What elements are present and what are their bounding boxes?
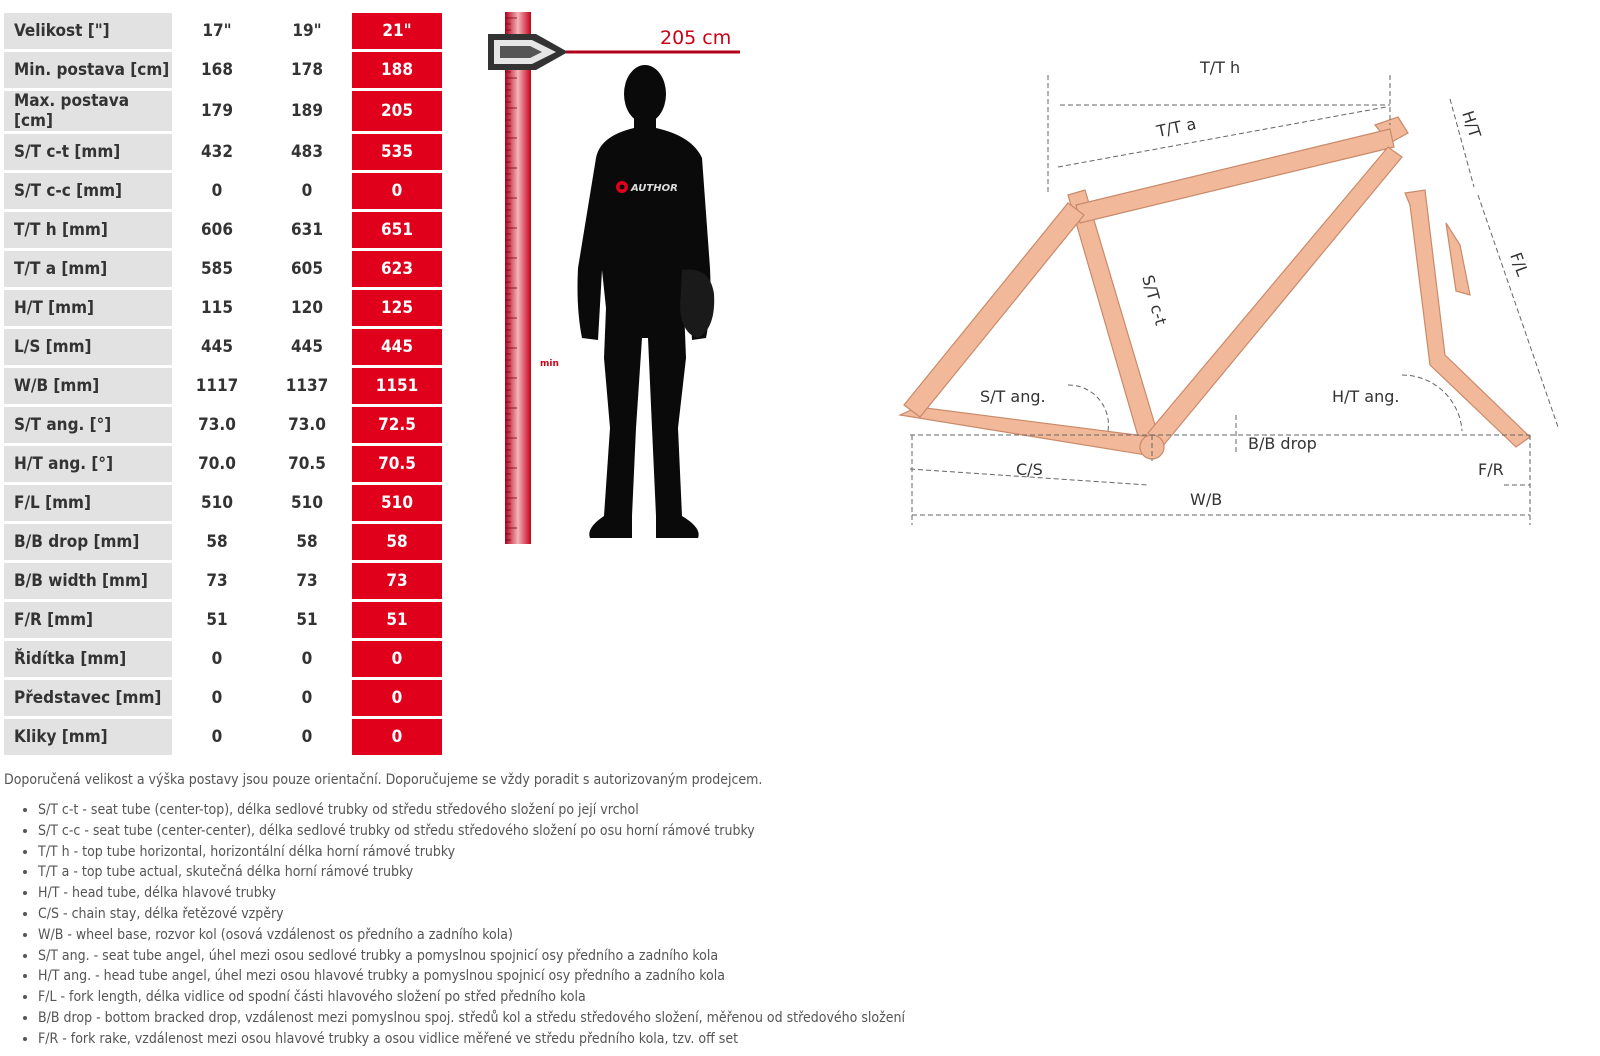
value-cell-highlighted: 188 (352, 52, 442, 88)
value-cell: 606 (201, 220, 233, 240)
table-row (4, 485, 442, 521)
value-cell: 0 (211, 727, 223, 747)
value-cell: 510 (291, 493, 323, 513)
tt-a-label: T/T a (1154, 114, 1198, 141)
table-row (4, 134, 442, 170)
table-row (4, 290, 442, 326)
height-label: 205 cm (660, 27, 732, 49)
value-cell: 0 (301, 727, 313, 747)
legend-item: • H/T ang. - head tube angel, úhel mezi osou hlavové trubky a pomyslnou spojnicí osy předního a zadního kola (38, 966, 905, 987)
value-cell: 73 (296, 571, 318, 591)
value-cell-highlighted: 205 (352, 91, 442, 131)
table-row (4, 212, 442, 248)
sizing-note: Doporučená velikost a výška postavy jsou pouze orientační. Doporučujeme se vždy poradit s autorizovaným prodejcem. (4, 772, 763, 788)
value-cell: 120 (291, 298, 323, 318)
legend-item: • B/B drop - bottom bracked drop, vzdálenost mezi pomyslnou spoj. středů kol a středu středového složení, měřenou od středového složení (38, 1008, 905, 1029)
row-label: H/T [mm] (4, 290, 172, 326)
min-label: min (540, 359, 559, 369)
legend-item: • S/T c-t - seat tube (center-top), délka sedlové trubky od středu středového složení po její vrchol (38, 800, 905, 821)
table-row (4, 524, 442, 560)
table-row (4, 407, 442, 443)
rider-height-illustration (470, 8, 760, 548)
value-cell: 0 (301, 688, 313, 708)
value-cell-highlighted: 70.5 (352, 446, 442, 482)
value-cell: 73 (206, 571, 228, 591)
value-cell: 432 (201, 142, 233, 162)
value-cell: 73.0 (198, 415, 236, 435)
table-row (4, 251, 442, 287)
row-label: H/T ang. [°] (4, 446, 172, 482)
table-row (4, 91, 442, 131)
table-row (4, 329, 442, 365)
value-cell: 179 (201, 101, 233, 121)
row-label: F/R [mm] (4, 602, 172, 638)
value-cell-highlighted: 0 (352, 719, 442, 755)
value-cell: 70.5 (288, 454, 326, 474)
size-table (4, 10, 442, 758)
st-ang-label: S/T ang. (980, 387, 1046, 406)
value-cell-highlighted: 1151 (352, 368, 442, 404)
value-cell: 17" (202, 21, 232, 41)
ht-ang-label: H/T ang. (1332, 387, 1400, 406)
fr-label: F/R (1478, 460, 1504, 479)
legend-item: • C/S - chain stay, délka řetězové vzpěry (38, 904, 905, 925)
row-label: T/T a [mm] (4, 251, 172, 287)
table-row (4, 563, 442, 599)
value-cell: 585 (201, 259, 233, 279)
row-label: S/T ang. [°] (4, 407, 172, 443)
value-cell: 0 (301, 181, 313, 201)
value-cell-highlighted: 0 (352, 680, 442, 716)
row-label: B/B drop [mm] (4, 524, 172, 560)
table-row (4, 368, 442, 404)
value-cell: 70.0 (198, 454, 236, 474)
legend-item: • F/R - fork rake, vzdálenost mezi osou hlavové trubky a osou vidlice měřené ve středu předního kola, tzv. off set (38, 1029, 905, 1050)
table-row (4, 680, 442, 716)
value-cell-highlighted: 21" (352, 13, 442, 49)
row-label: S/T c-c [mm] (4, 173, 172, 209)
value-cell: 189 (291, 101, 323, 121)
frame-geometry-diagram (890, 55, 1570, 525)
table-row (4, 52, 442, 88)
table-row (4, 719, 442, 755)
value-cell: 115 (201, 298, 233, 318)
table-row (4, 641, 442, 677)
table-row (4, 446, 442, 482)
row-label: Představec [mm] (4, 680, 172, 716)
legend-item: • T/T a - top tube actual, skutečná délka horní rámové trubky (38, 862, 905, 883)
value-cell: 510 (201, 493, 233, 513)
value-cell: 483 (291, 142, 323, 162)
row-label: F/L [mm] (4, 485, 172, 521)
legend-item: • T/T h - top tube horizontal, horizontální délka horní rámové trubky (38, 842, 905, 863)
value-cell: 51 (296, 610, 318, 630)
tt-h-label: T/T h (1200, 58, 1241, 77)
brand-label: AUTHOR (631, 183, 678, 194)
legend-item: • S/T ang. - seat tube angel, úhel mezi osou sedlové trubky a pomyslnou spojnicí osy předního a zadního kola (38, 946, 905, 967)
value-cell: 51 (206, 610, 228, 630)
value-cell-highlighted: 51 (352, 602, 442, 638)
value-cell: 19" (292, 21, 322, 41)
height-ruler (505, 12, 531, 544)
st-ct-label: S/T c-t (1138, 272, 1171, 328)
value-cell: 58 (296, 532, 318, 552)
legend-item: • S/T c-c - seat tube (center-center), délka sedlové trubky od středu středového složení po osu horní rámové trubky (38, 821, 905, 842)
value-cell-highlighted: 58 (352, 524, 442, 560)
value-cell-highlighted: 0 (352, 641, 442, 677)
value-cell-highlighted: 445 (352, 329, 442, 365)
value-cell-highlighted: 535 (352, 134, 442, 170)
value-cell-highlighted: 623 (352, 251, 442, 287)
row-label: Velikost ["] (4, 13, 172, 49)
value-cell-highlighted: 72.5 (352, 407, 442, 443)
value-cell: 631 (291, 220, 323, 240)
row-label: Kliky [mm] (4, 719, 172, 755)
value-cell: 58 (206, 532, 228, 552)
table-row (4, 602, 442, 638)
legend-item: • F/L - fork length, délka vidlice od spodní části hlavového složení po střed předního kola (38, 987, 905, 1008)
row-label: Max. postava [cm] (4, 91, 172, 131)
value-cell: 168 (201, 60, 233, 80)
row-label: Řidítka [mm] (4, 641, 172, 677)
legend-item: • W/B - wheel base, rozvor kol (osová vzdálenost os předního a zadního kola) (38, 925, 905, 946)
value-cell: 1137 (285, 376, 329, 396)
row-label: Min. postava [cm] (4, 52, 172, 88)
value-cell-highlighted: 0 (352, 173, 442, 209)
value-cell-highlighted: 73 (352, 563, 442, 599)
value-cell: 178 (291, 60, 323, 80)
value-cell-highlighted: 651 (352, 212, 442, 248)
value-cell: 0 (211, 688, 223, 708)
row-label: T/T h [mm] (4, 212, 172, 248)
fl-label: F/L (1506, 249, 1533, 279)
value-cell: 445 (291, 337, 323, 357)
row-label: L/S [mm] (4, 329, 172, 365)
value-cell: 0 (211, 649, 223, 669)
row-label: S/T c-t [mm] (4, 134, 172, 170)
row-label: B/B width [mm] (4, 563, 172, 599)
value-cell: 605 (291, 259, 323, 279)
ht-label: H/T (1458, 108, 1485, 141)
value-cell: 1117 (195, 376, 239, 396)
frame-tubes (900, 117, 1533, 459)
value-cell: 73.0 (288, 415, 326, 435)
value-cell-highlighted: 510 (352, 485, 442, 521)
rider-silhouette (578, 65, 715, 538)
bb-drop-label: B/B drop (1248, 434, 1317, 453)
value-cell: 0 (211, 181, 223, 201)
abbreviation-legend (22, 800, 905, 1050)
table-header-row (4, 13, 442, 49)
row-label: W/B [mm] (4, 368, 172, 404)
wb-label: W/B (1190, 490, 1223, 509)
legend-item: • H/T - head tube, délka hlavové trubky (38, 883, 905, 904)
value-cell-highlighted: 125 (352, 290, 442, 326)
table-row (4, 173, 442, 209)
value-cell: 0 (301, 649, 313, 669)
cs-label: C/S (1016, 460, 1043, 479)
value-cell: 445 (201, 337, 233, 357)
